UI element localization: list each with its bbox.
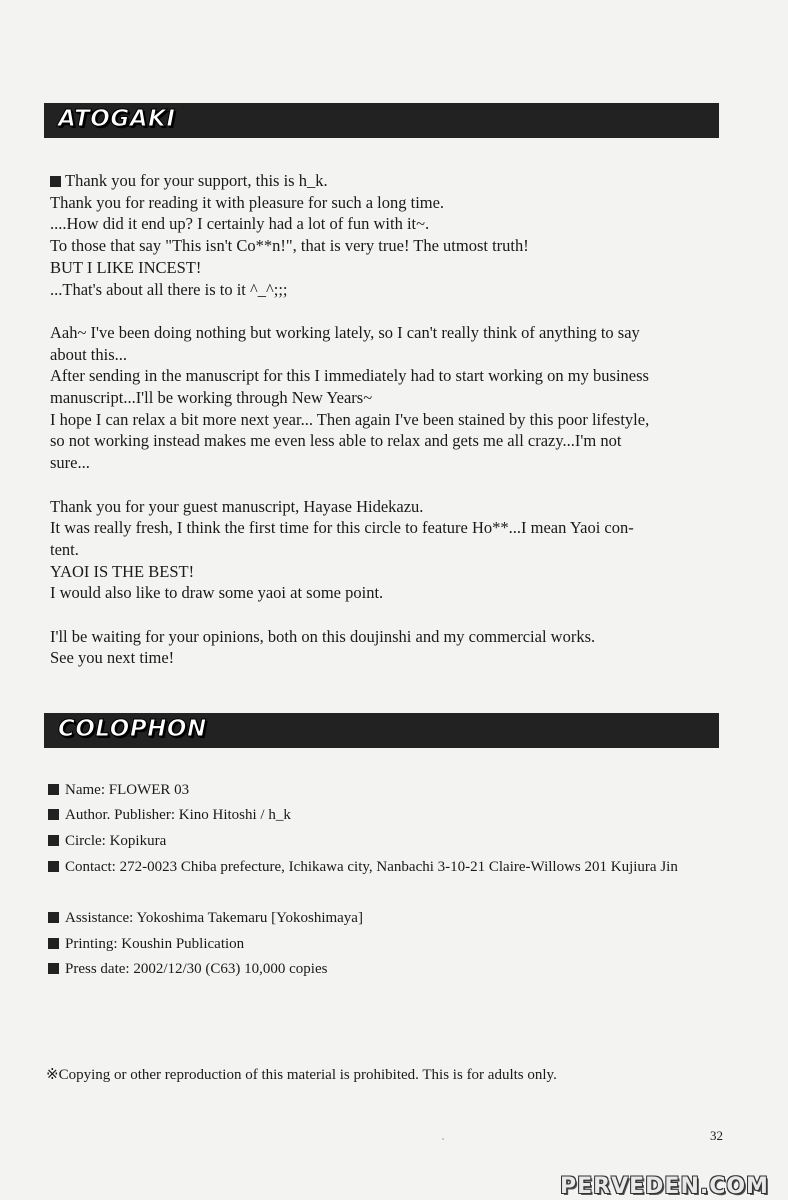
atogaki-line: sure...: [50, 453, 90, 473]
scan-speck: [442, 1138, 444, 1140]
atogaki-body: [50, 170, 730, 669]
atogaki-line: See you next time!: [50, 648, 175, 668]
atogaki-line: I'll be waiting for your opinions, both on this doujinshi and my commercial works.: [50, 626, 596, 646]
atogaki-line: It was really fresh, I think the first time for this circle to feature Ho**...I mean Yaoi con-: [50, 518, 634, 538]
atogaki-line: Thank you for your support, this is h_k.: [50, 170, 730, 192]
atogaki-line: Aah~ I've been doing nothing but working lately, so I can't really think of anything to say: [50, 322, 640, 342]
atogaki-line: about this...: [50, 344, 127, 364]
atogaki-line: manuscript...I'll be working through New Years~: [50, 388, 373, 408]
atogaki-line: Thank you for reading it with pleasure for such a long time.: [50, 192, 445, 212]
colophon-header: [44, 713, 719, 748]
copyright-notice: ※Copying or other reproduction of this material is prohibited. This is for adults only.: [46, 1067, 557, 1083]
square-bullet-icon: [50, 176, 61, 187]
atogaki-line: ....How did it end up? I certainly had a lot of fun with it~.: [50, 214, 430, 234]
colophon-item: Contact: 272-0023 Chiba prefecture, Ichikawa city, Nanbachi 3-10-21 Claire-Willows 201 Kujiura Jin: [48, 859, 678, 876]
square-bullet-icon: [48, 963, 59, 974]
atogaki-line: After sending in the manuscript for this I immediately had to start working on my business: [50, 366, 649, 386]
atogaki-line: To those that say "This isn't Co**n!", that is very true! The utmost truth!: [50, 236, 529, 256]
atogaki-line: YAOI IS THE BEST!: [50, 561, 195, 581]
atogaki-line: I hope I can relax a bit more next year... Then again I've been stained by this poor lifestyle,: [50, 409, 650, 429]
square-bullet-icon: [48, 784, 59, 795]
atogaki-line: I would also like to draw some yaoi at some point.: [50, 583, 384, 603]
square-bullet-icon: [48, 809, 59, 820]
colophon-item: Printing: Koushin Publication: [48, 936, 244, 953]
watermark-logo: PERVEDEN.COM: [560, 1174, 769, 1199]
atogaki-line: Thank you for your guest manuscript, Hayase Hidekazu.: [50, 496, 424, 516]
square-bullet-icon: [48, 861, 59, 872]
atogaki-line: BUT I LIKE INCEST!: [50, 257, 202, 277]
atogaki-header: [44, 103, 719, 138]
atogaki-line: so not working instead makes me even less able to relax and gets me all crazy...I'm not: [50, 431, 622, 451]
atogaki-line: [50, 300, 730, 322]
square-bullet-icon: [48, 938, 59, 949]
square-bullet-icon: [48, 835, 59, 846]
atogaki-line: [50, 604, 730, 626]
colophon-item: Author. Publisher: Kino Hitoshi / h_k: [48, 807, 291, 824]
atogaki-line: [50, 474, 730, 496]
page-number: 32: [710, 1128, 723, 1143]
colophon-item: Press date: 2002/12/30 (C63) 10,000 copies: [48, 961, 327, 978]
atogaki-title: ATOGAKI: [58, 106, 176, 132]
colophon-item: Assistance: Yokoshima Takemaru [Yokoshimaya]: [48, 910, 363, 927]
atogaki-line: ...That's about all there is to it ^_^;;;: [50, 279, 288, 299]
colophon-item: Name: FLOWER 03: [48, 782, 189, 799]
colophon-item: Circle: Kopikura: [48, 833, 166, 850]
colophon-title: COLOPHON: [58, 716, 207, 742]
square-bullet-icon: [48, 912, 59, 923]
atogaki-line: tent.: [50, 539, 79, 559]
